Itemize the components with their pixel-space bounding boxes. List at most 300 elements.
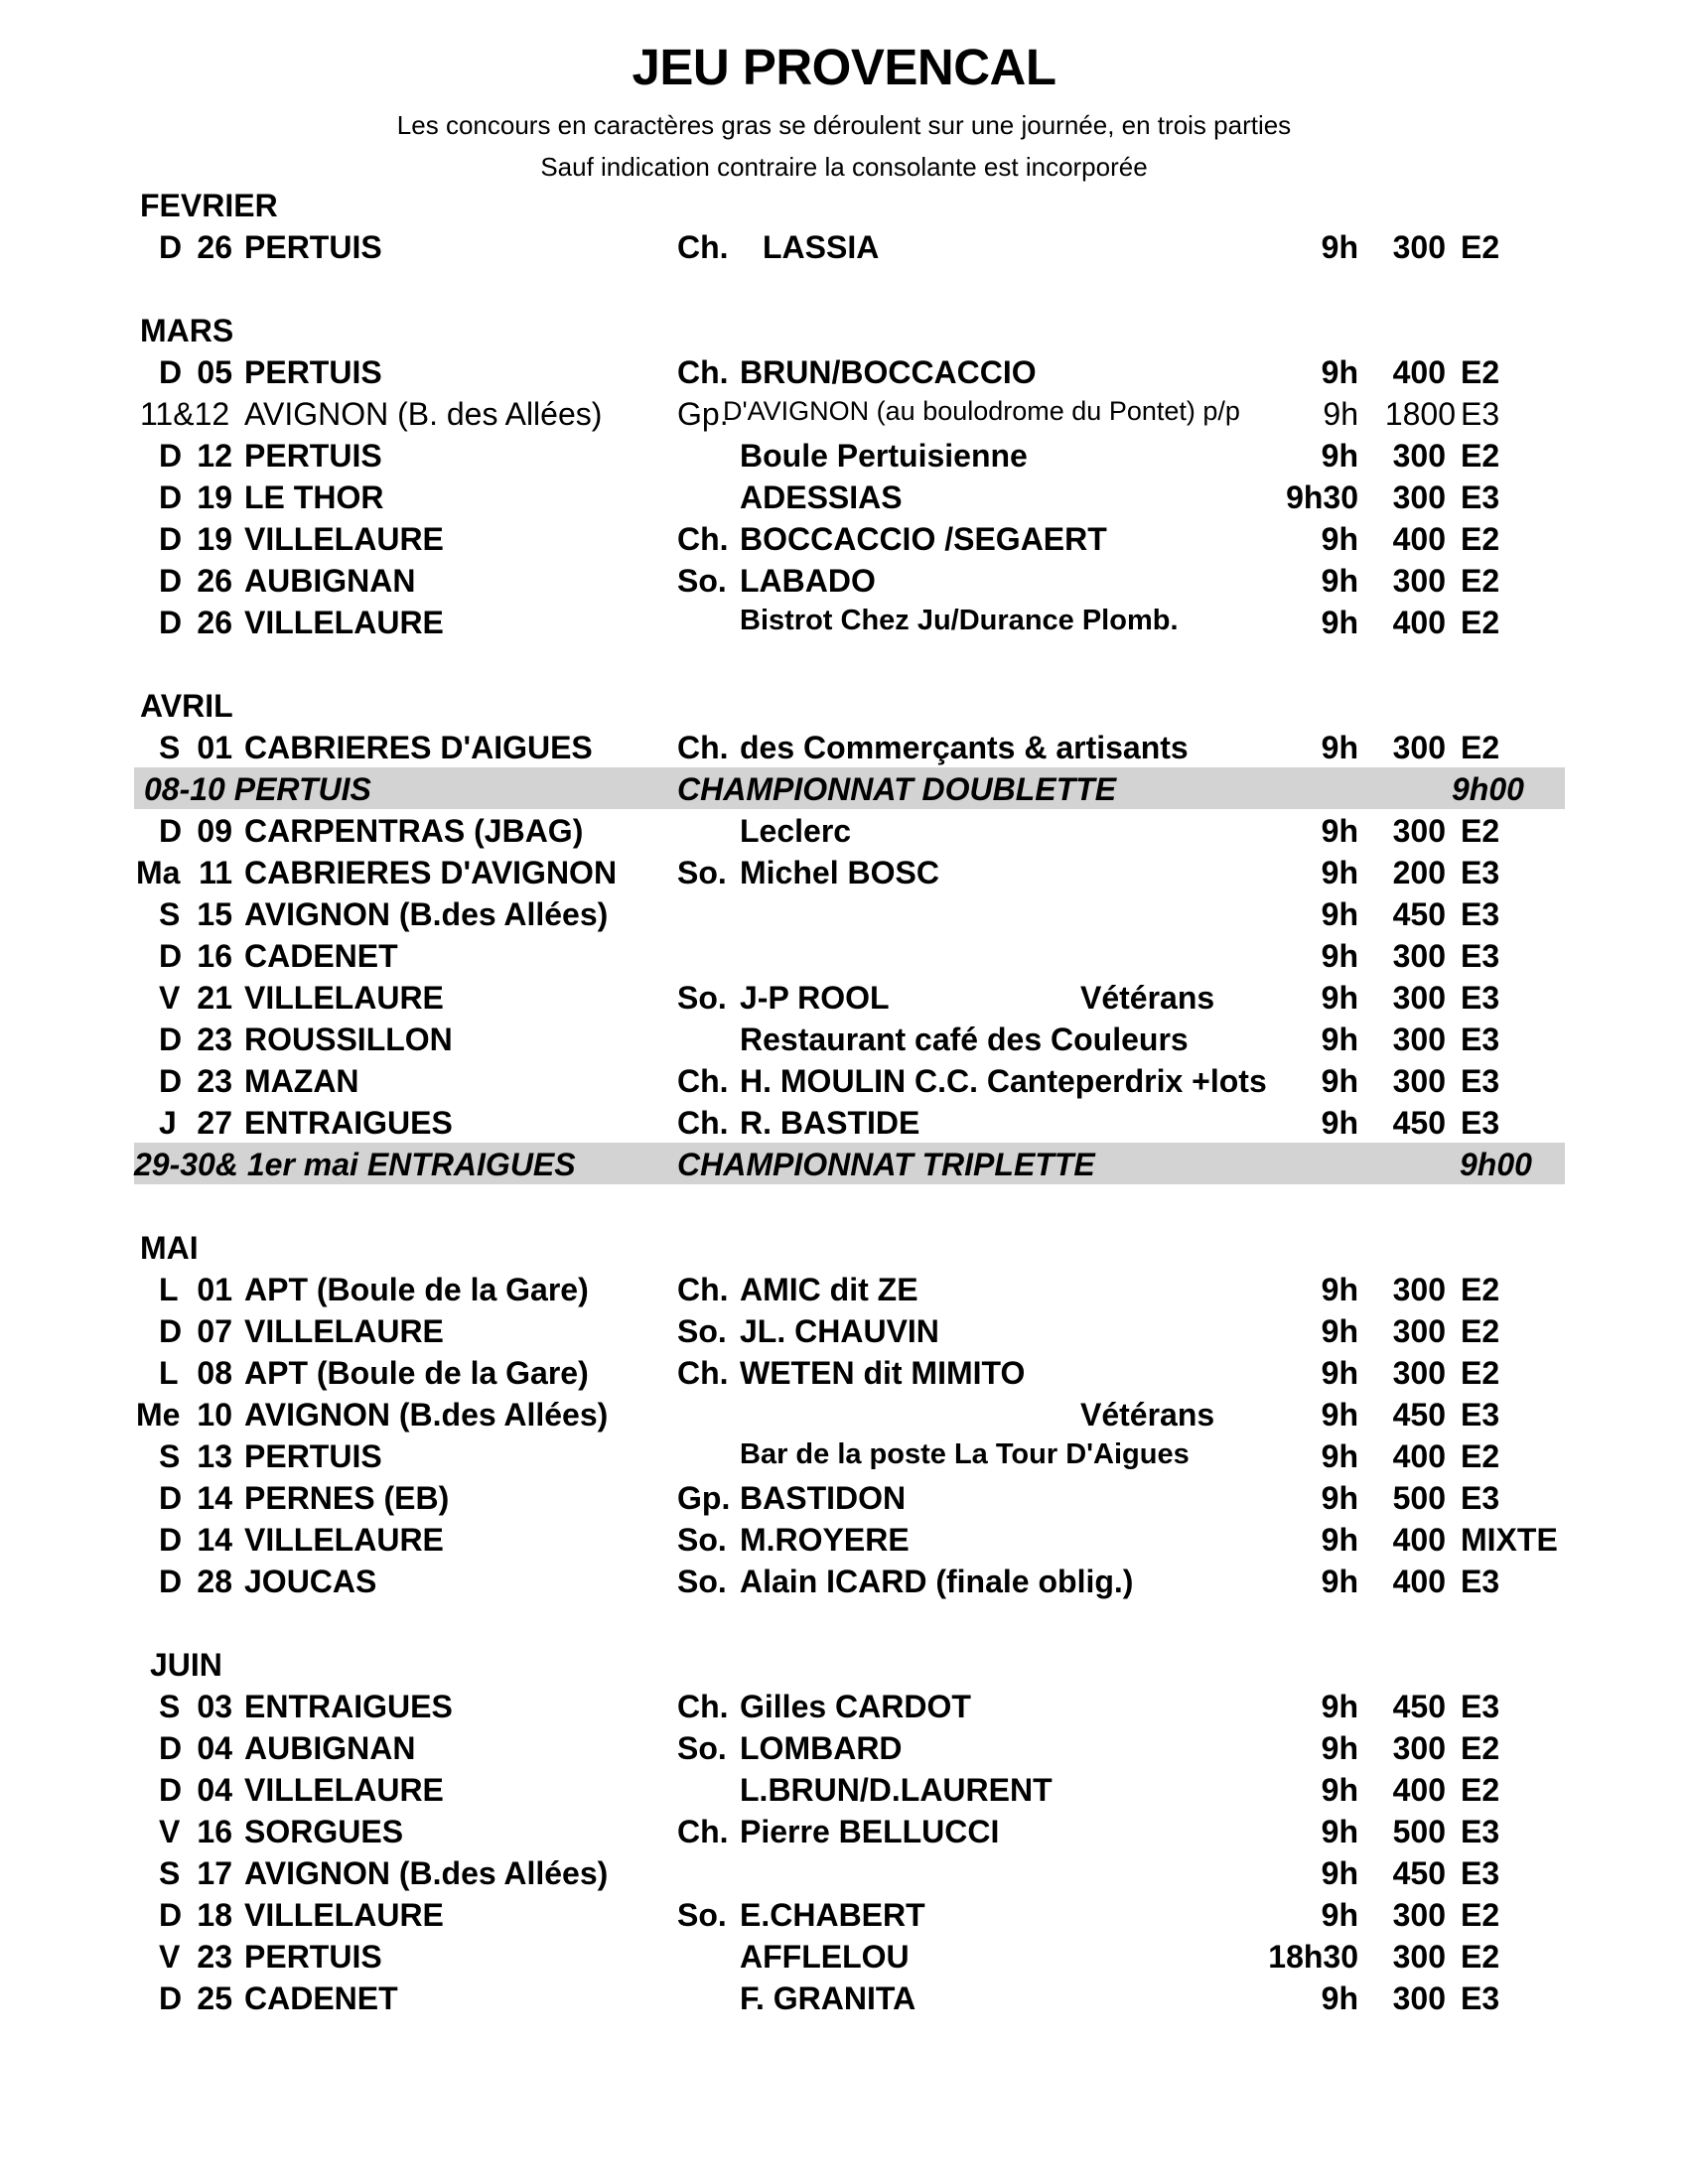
event-sponsor: BRUN/BOCCACCIO <box>740 354 1037 390</box>
event-prize: 300 <box>1392 1730 1446 1766</box>
event-weekday: L <box>159 1355 179 1391</box>
event-class: E3 <box>1461 896 1500 932</box>
event-day: 03 <box>197 1689 232 1724</box>
event-prize: 500 <box>1392 1814 1446 1849</box>
event-row <box>0 1393 1688 1434</box>
event-weekday: V <box>159 980 181 1016</box>
event-weekday: D <box>159 1897 183 1933</box>
event-weekday: S <box>159 1438 181 1474</box>
event-weekday: L <box>159 1272 179 1307</box>
event-class: E2 <box>1461 438 1500 474</box>
event-location: APT (Boule de la Gare) <box>244 1272 589 1307</box>
event-row <box>0 1434 1688 1476</box>
event-type: Ch. <box>677 1272 729 1307</box>
event-location: VILLELAURE <box>244 605 444 640</box>
event-time: 9h <box>1321 1063 1358 1099</box>
event-type: Gp. <box>677 396 729 432</box>
event-class: E3 <box>1461 1022 1500 1057</box>
event-sponsor: WETEN dit MIMITO <box>740 1355 1026 1391</box>
event-time: 9h <box>1321 1897 1358 1933</box>
event-day: 12 <box>197 438 232 474</box>
event-class: E3 <box>1461 1814 1500 1849</box>
event-sponsor: LABADO <box>740 563 876 599</box>
event-day: 14 <box>197 1480 232 1516</box>
event-row <box>0 1268 1688 1309</box>
event-prize: 500 <box>1392 1480 1446 1516</box>
event-prize: 400 <box>1392 1438 1446 1474</box>
event-location: CABRIERES D'AVIGNON <box>244 855 618 890</box>
event-time: 9h <box>1321 438 1358 474</box>
event-weekday: S <box>159 1689 181 1724</box>
event-day: 08 <box>197 1355 232 1391</box>
event-class: E2 <box>1461 1730 1500 1766</box>
event-day: 26 <box>197 563 232 599</box>
event-weekday: D <box>159 605 183 640</box>
event-weekday: Me <box>136 1397 181 1433</box>
event-location: MAZAN <box>244 1063 359 1099</box>
event-weekday: D <box>159 1730 183 1766</box>
event-class: E2 <box>1461 1897 1500 1933</box>
event-row <box>0 851 1688 892</box>
event-day: 25 <box>197 1980 232 2016</box>
event-day: 05 <box>197 354 232 390</box>
event-location: PERNES (EB) <box>244 1480 450 1516</box>
event-row <box>0 934 1688 976</box>
event-day: 04 <box>197 1730 232 1766</box>
event-row <box>0 434 1688 476</box>
event-class: E3 <box>1461 1480 1500 1516</box>
month-name: MAI <box>140 1230 199 1266</box>
event-sponsor: des Commerçants & artisants <box>740 730 1189 765</box>
blank-line <box>0 1601 1688 1643</box>
event-row <box>0 601 1688 642</box>
championship-time: 9h00 <box>1452 771 1524 807</box>
month-header <box>0 1226 1688 1268</box>
schedule-list <box>0 184 1688 2018</box>
event-sponsor: Bar de la poste La Tour D'Aigues <box>740 1438 1190 1470</box>
event-type: Ch. <box>677 1689 729 1724</box>
event-row <box>0 1560 1688 1601</box>
event-type: So. <box>677 1522 727 1558</box>
event-time: 9h <box>1321 1105 1358 1141</box>
event-weekday: V <box>159 1814 181 1849</box>
event-day: 17 <box>197 1855 232 1891</box>
event-day: 04 <box>197 1772 232 1808</box>
event-row <box>0 350 1688 392</box>
event-prize: 300 <box>1392 1063 1446 1099</box>
championship-row <box>0 767 1688 809</box>
event-sponsor: H. MOULIN C.C. Canteperdrix +lots <box>740 1063 1267 1099</box>
event-sponsor: ADESSIAS <box>740 479 903 515</box>
event-weekday: V <box>159 1939 181 1975</box>
event-sponsor: E.CHABERT <box>740 1897 925 1933</box>
event-class: E2 <box>1461 354 1500 390</box>
event-time: 9h <box>1321 605 1358 640</box>
event-class: E2 <box>1461 1939 1500 1975</box>
event-prize: 300 <box>1392 938 1446 974</box>
event-day: 19 <box>197 479 232 515</box>
championship-row <box>0 1143 1688 1184</box>
event-day: 09 <box>197 813 232 849</box>
event-location: PERTUIS <box>244 229 382 265</box>
event-prize: 300 <box>1392 1939 1446 1975</box>
event-time: 9h <box>1321 1480 1358 1516</box>
championship-dates: 08-10 PERTUIS <box>144 771 371 807</box>
event-weekday: D <box>159 438 183 474</box>
event-type: Ch. <box>677 521 729 557</box>
event-row <box>0 1309 1688 1351</box>
event-row <box>0 976 1688 1018</box>
event-time: 9h <box>1321 1689 1358 1724</box>
event-class: E2 <box>1461 1272 1500 1307</box>
event-sponsor: L.BRUN/D.LAURENT <box>740 1772 1053 1808</box>
event-prize: 300 <box>1392 1022 1446 1057</box>
event-weekday: D <box>159 1564 183 1599</box>
championship-time: 9h00 <box>1460 1147 1532 1182</box>
event-type: So. <box>677 1730 727 1766</box>
event-sponsor: JL. CHAUVIN <box>740 1313 939 1349</box>
event-location: CADENET <box>244 1980 398 2016</box>
event-row <box>0 1977 1688 2018</box>
event-day: 16 <box>197 1814 232 1849</box>
event-time: 9h30 <box>1286 479 1358 515</box>
event-weekday: J <box>159 1105 177 1141</box>
event-class: E3 <box>1461 1855 1500 1891</box>
subtitle-line-1: Les concours en caractères gras se déroulent sur une journée, en trois parties <box>396 110 1292 140</box>
event-class: E3 <box>1461 479 1500 515</box>
month-name: JUIN <box>150 1647 222 1683</box>
event-prize: 300 <box>1392 1272 1446 1307</box>
month-header <box>0 1643 1688 1685</box>
event-day: 11 <box>199 855 232 890</box>
event-prize: 450 <box>1392 896 1446 932</box>
event-prize: 300 <box>1392 980 1446 1016</box>
event-sponsor: Alain ICARD (finale oblig.) <box>740 1564 1134 1599</box>
event-location: ENTRAIGUES <box>244 1105 453 1141</box>
event-class: E3 <box>1461 1980 1500 2016</box>
event-day: 28 <box>197 1564 232 1599</box>
championship-title: CHAMPIONNAT TRIPLETTE <box>677 1147 1095 1182</box>
event-sponsor: BASTIDON <box>740 1480 907 1516</box>
event-class: E3 <box>1461 396 1500 432</box>
event-weekday: D <box>159 1480 183 1516</box>
month-name: MARS <box>140 313 234 348</box>
event-location: VILLELAURE <box>244 1772 444 1808</box>
event-row <box>0 1685 1688 1726</box>
event-row <box>0 517 1688 559</box>
event-prize: 400 <box>1392 354 1446 390</box>
event-type: So. <box>677 855 727 890</box>
event-time: 9h <box>1321 229 1358 265</box>
event-type: Ch. <box>677 1063 729 1099</box>
event-weekday: S <box>159 730 181 765</box>
event-weekday: D <box>159 1772 183 1808</box>
event-class: E2 <box>1461 1313 1500 1349</box>
event-prize: 400 <box>1392 1564 1446 1599</box>
event-location: LE THOR <box>244 479 384 515</box>
event-time: 9h <box>1321 896 1358 932</box>
event-prize: 300 <box>1392 1355 1446 1391</box>
event-time: 9h <box>1321 1522 1358 1558</box>
event-sponsor: Gilles CARDOT <box>740 1689 971 1724</box>
event-class: E2 <box>1461 521 1500 557</box>
event-time: 9h <box>1321 1355 1358 1391</box>
event-type: Ch. <box>677 1105 729 1141</box>
event-location: AVIGNON (B.des Allées) <box>244 1855 609 1891</box>
blank-line <box>0 267 1688 309</box>
event-row <box>0 1810 1688 1851</box>
event-prize: 450 <box>1392 1689 1446 1724</box>
event-prize: 300 <box>1392 1313 1446 1349</box>
event-location: ROUSSILLON <box>244 1022 453 1057</box>
event-time: 9h <box>1321 980 1358 1016</box>
event-sponsor: R. BASTIDE <box>740 1105 920 1141</box>
month-name: AVRIL <box>140 688 233 724</box>
event-class: E3 <box>1461 1689 1500 1724</box>
event-time: 9h <box>1321 521 1358 557</box>
event-prize: 400 <box>1392 521 1446 557</box>
event-location: AVIGNON (B. des Allées) <box>244 396 603 432</box>
month-header <box>0 309 1688 350</box>
event-weekday: S <box>159 1855 181 1891</box>
event-location: AVIGNON (B.des Allées) <box>244 1397 609 1433</box>
event-type: So. <box>677 1897 727 1933</box>
event-prize: 300 <box>1392 563 1446 599</box>
event-sponsor: Bistrot Chez Ju/Durance Plomb. <box>740 605 1179 636</box>
event-class: E2 <box>1461 730 1500 765</box>
event-time: 9h <box>1321 1980 1358 2016</box>
event-row <box>0 1851 1688 1893</box>
event-class: E3 <box>1461 1397 1500 1433</box>
event-prize: 1800 <box>1384 396 1456 432</box>
event-day: 14 <box>197 1522 232 1558</box>
event-class: E3 <box>1461 1063 1500 1099</box>
event-prize: 300 <box>1392 730 1446 765</box>
event-day: 15 <box>197 896 232 932</box>
event-row <box>0 1518 1688 1560</box>
event-location: SORGUES <box>244 1814 404 1849</box>
championship-title: CHAMPIONNAT DOUBLETTE <box>677 771 1117 807</box>
event-row <box>0 1018 1688 1059</box>
event-row <box>0 892 1688 934</box>
event-location: PERTUIS <box>244 1438 382 1474</box>
event-location: VILLELAURE <box>244 521 444 557</box>
event-time: 9h <box>1321 1855 1358 1891</box>
event-weekday: D <box>159 521 183 557</box>
event-row <box>0 225 1688 267</box>
event-prize: 300 <box>1392 1980 1446 2016</box>
event-weekday: D <box>159 1522 183 1558</box>
event-type: Gp. <box>677 1480 731 1516</box>
event-day: 10 <box>197 1397 232 1433</box>
blank-line <box>0 642 1688 684</box>
event-time: 9h <box>1321 1564 1358 1599</box>
event-class: E2 <box>1461 1355 1500 1391</box>
event-row <box>0 1768 1688 1810</box>
event-time: 9h <box>1323 396 1358 432</box>
month-header <box>0 684 1688 726</box>
event-weekday: D <box>159 1063 183 1099</box>
event-weekday: D <box>159 354 183 390</box>
event-weekday: D <box>159 813 183 849</box>
event-type: So. <box>677 563 727 599</box>
event-sponsor: Restaurant café des Couleurs <box>740 1022 1189 1057</box>
event-sponsor: D'AVIGNON (au boulodrome du Pontet) p/p <box>723 396 1240 426</box>
event-class: E2 <box>1461 605 1500 640</box>
event-location: ENTRAIGUES <box>244 1689 453 1724</box>
event-weekday: D <box>159 479 183 515</box>
event-row <box>0 1059 1688 1101</box>
event-day: 23 <box>197 1022 232 1057</box>
event-location: PERTUIS <box>244 438 382 474</box>
event-type: Ch. <box>677 730 729 765</box>
event-time: 9h <box>1321 563 1358 599</box>
event-prize: 300 <box>1392 479 1446 515</box>
event-class: E2 <box>1461 1438 1500 1474</box>
event-row <box>0 392 1688 434</box>
event-location: CARPENTRAS (JBAG) <box>244 813 584 849</box>
event-row <box>0 1476 1688 1518</box>
event-sponsor: J-P ROOL <box>740 980 890 1016</box>
event-day: 16 <box>197 938 232 974</box>
event-prize: 450 <box>1392 1397 1446 1433</box>
event-class: E3 <box>1461 1105 1500 1141</box>
event-prize: 450 <box>1392 1855 1446 1891</box>
event-location: PERTUIS <box>244 354 382 390</box>
event-weekday: Ma <box>136 855 181 890</box>
event-sponsor: LOMBARD <box>740 1730 903 1766</box>
event-prize: 300 <box>1392 438 1446 474</box>
event-day: 01 <box>197 1272 232 1307</box>
event-row <box>0 1935 1688 1977</box>
event-weekday: D <box>159 1022 183 1057</box>
event-class: E2 <box>1461 813 1500 849</box>
event-prize: 300 <box>1392 229 1446 265</box>
event-time: 9h <box>1321 813 1358 849</box>
event-type: So. <box>677 980 727 1016</box>
event-sponsor: F. GRANITA <box>740 1980 916 2016</box>
event-location: VILLELAURE <box>244 1897 444 1933</box>
event-day: 27 <box>197 1105 232 1141</box>
event-time: 9h <box>1321 730 1358 765</box>
event-class: E3 <box>1461 980 1500 1016</box>
event-time: 9h <box>1321 1730 1358 1766</box>
event-type: Ch. <box>677 229 729 265</box>
event-weekday: D <box>159 229 183 265</box>
event-weekday: D <box>159 563 183 599</box>
event-row <box>0 1726 1688 1768</box>
event-location: APT (Boule de la Gare) <box>244 1355 589 1391</box>
subtitle-line-2: Sauf indication contraire la consolante est incorporée <box>540 152 1148 182</box>
event-day: 26 <box>197 605 232 640</box>
event-class: E2 <box>1461 1772 1500 1808</box>
event-sponsor: LASSIA <box>763 229 880 265</box>
event-time: 9h <box>1321 1438 1358 1474</box>
event-row <box>0 809 1688 851</box>
event-prize: 400 <box>1392 1772 1446 1808</box>
event-type: So. <box>677 1313 727 1349</box>
event-sponsor: AMIC dit ZE <box>740 1272 918 1307</box>
event-location: VILLELAURE <box>244 1313 444 1349</box>
event-prize: 200 <box>1392 855 1446 890</box>
event-weekday: S <box>159 896 181 932</box>
event-time: 9h <box>1321 1397 1358 1433</box>
event-day: 07 <box>197 1313 232 1349</box>
event-category-note: Vétérans <box>1080 980 1215 1016</box>
event-type: So. <box>677 1564 727 1599</box>
event-sponsor: BOCCACCIO /SEGAERT <box>740 521 1107 557</box>
event-time: 9h <box>1321 1022 1358 1057</box>
event-dates: 11&12 <box>140 396 230 432</box>
event-time: 9h <box>1321 1772 1358 1808</box>
event-day: 26 <box>197 229 232 265</box>
event-prize: 450 <box>1392 1105 1446 1141</box>
event-prize: 400 <box>1392 605 1446 640</box>
event-type: Ch. <box>677 354 729 390</box>
event-location: VILLELAURE <box>244 980 444 1016</box>
event-type: Ch. <box>677 1355 729 1391</box>
event-row <box>0 1101 1688 1143</box>
event-day: 01 <box>197 730 232 765</box>
event-day: 13 <box>197 1438 232 1474</box>
event-class: E2 <box>1461 563 1500 599</box>
event-prize: 400 <box>1392 1522 1446 1558</box>
event-time: 9h <box>1321 855 1358 890</box>
event-row <box>0 1351 1688 1393</box>
event-sponsor: Michel BOSC <box>740 855 939 890</box>
event-category-note: Vétérans <box>1080 1397 1215 1433</box>
event-time: 9h <box>1321 1814 1358 1849</box>
event-class: E3 <box>1461 1564 1500 1599</box>
event-row <box>0 726 1688 767</box>
event-prize: 300 <box>1392 813 1446 849</box>
event-class: MIXTE <box>1461 1522 1558 1558</box>
event-sponsor: M.ROYERE <box>740 1522 910 1558</box>
event-time: 18h30 <box>1268 1939 1358 1975</box>
event-location: AVIGNON (B.des Allées) <box>244 896 609 932</box>
event-row <box>0 559 1688 601</box>
event-weekday: D <box>159 1980 183 2016</box>
event-type: Ch. <box>677 1814 729 1849</box>
event-class: E3 <box>1461 855 1500 890</box>
blank-line <box>0 1184 1688 1226</box>
event-time: 9h <box>1321 1272 1358 1307</box>
event-sponsor: Leclerc <box>740 813 852 849</box>
event-time: 9h <box>1321 354 1358 390</box>
event-class: E3 <box>1461 938 1500 974</box>
event-row <box>0 476 1688 517</box>
event-sponsor: Pierre BELLUCCI <box>740 1814 1000 1849</box>
event-location: JOUCAS <box>244 1564 377 1599</box>
event-day: 21 <box>197 980 232 1016</box>
event-weekday: D <box>159 938 183 974</box>
event-day: 23 <box>197 1939 232 1975</box>
month-header <box>0 184 1688 225</box>
event-location: PERTUIS <box>244 1939 382 1975</box>
event-day: 18 <box>197 1897 232 1933</box>
event-day: 19 <box>197 521 232 557</box>
event-time: 9h <box>1321 1313 1358 1349</box>
championship-dates: 29-30& 1er mai ENTRAIGUES <box>134 1147 576 1182</box>
event-location: CADENET <box>244 938 398 974</box>
event-time: 9h <box>1321 938 1358 974</box>
event-class: E2 <box>1461 229 1500 265</box>
event-location: AUBIGNAN <box>244 1730 416 1766</box>
event-location: CABRIERES D'AIGUES <box>244 730 593 765</box>
event-sponsor: Boule Pertuisienne <box>740 438 1028 474</box>
event-sponsor: AFFLELOU <box>740 1939 910 1975</box>
event-weekday: D <box>159 1313 183 1349</box>
